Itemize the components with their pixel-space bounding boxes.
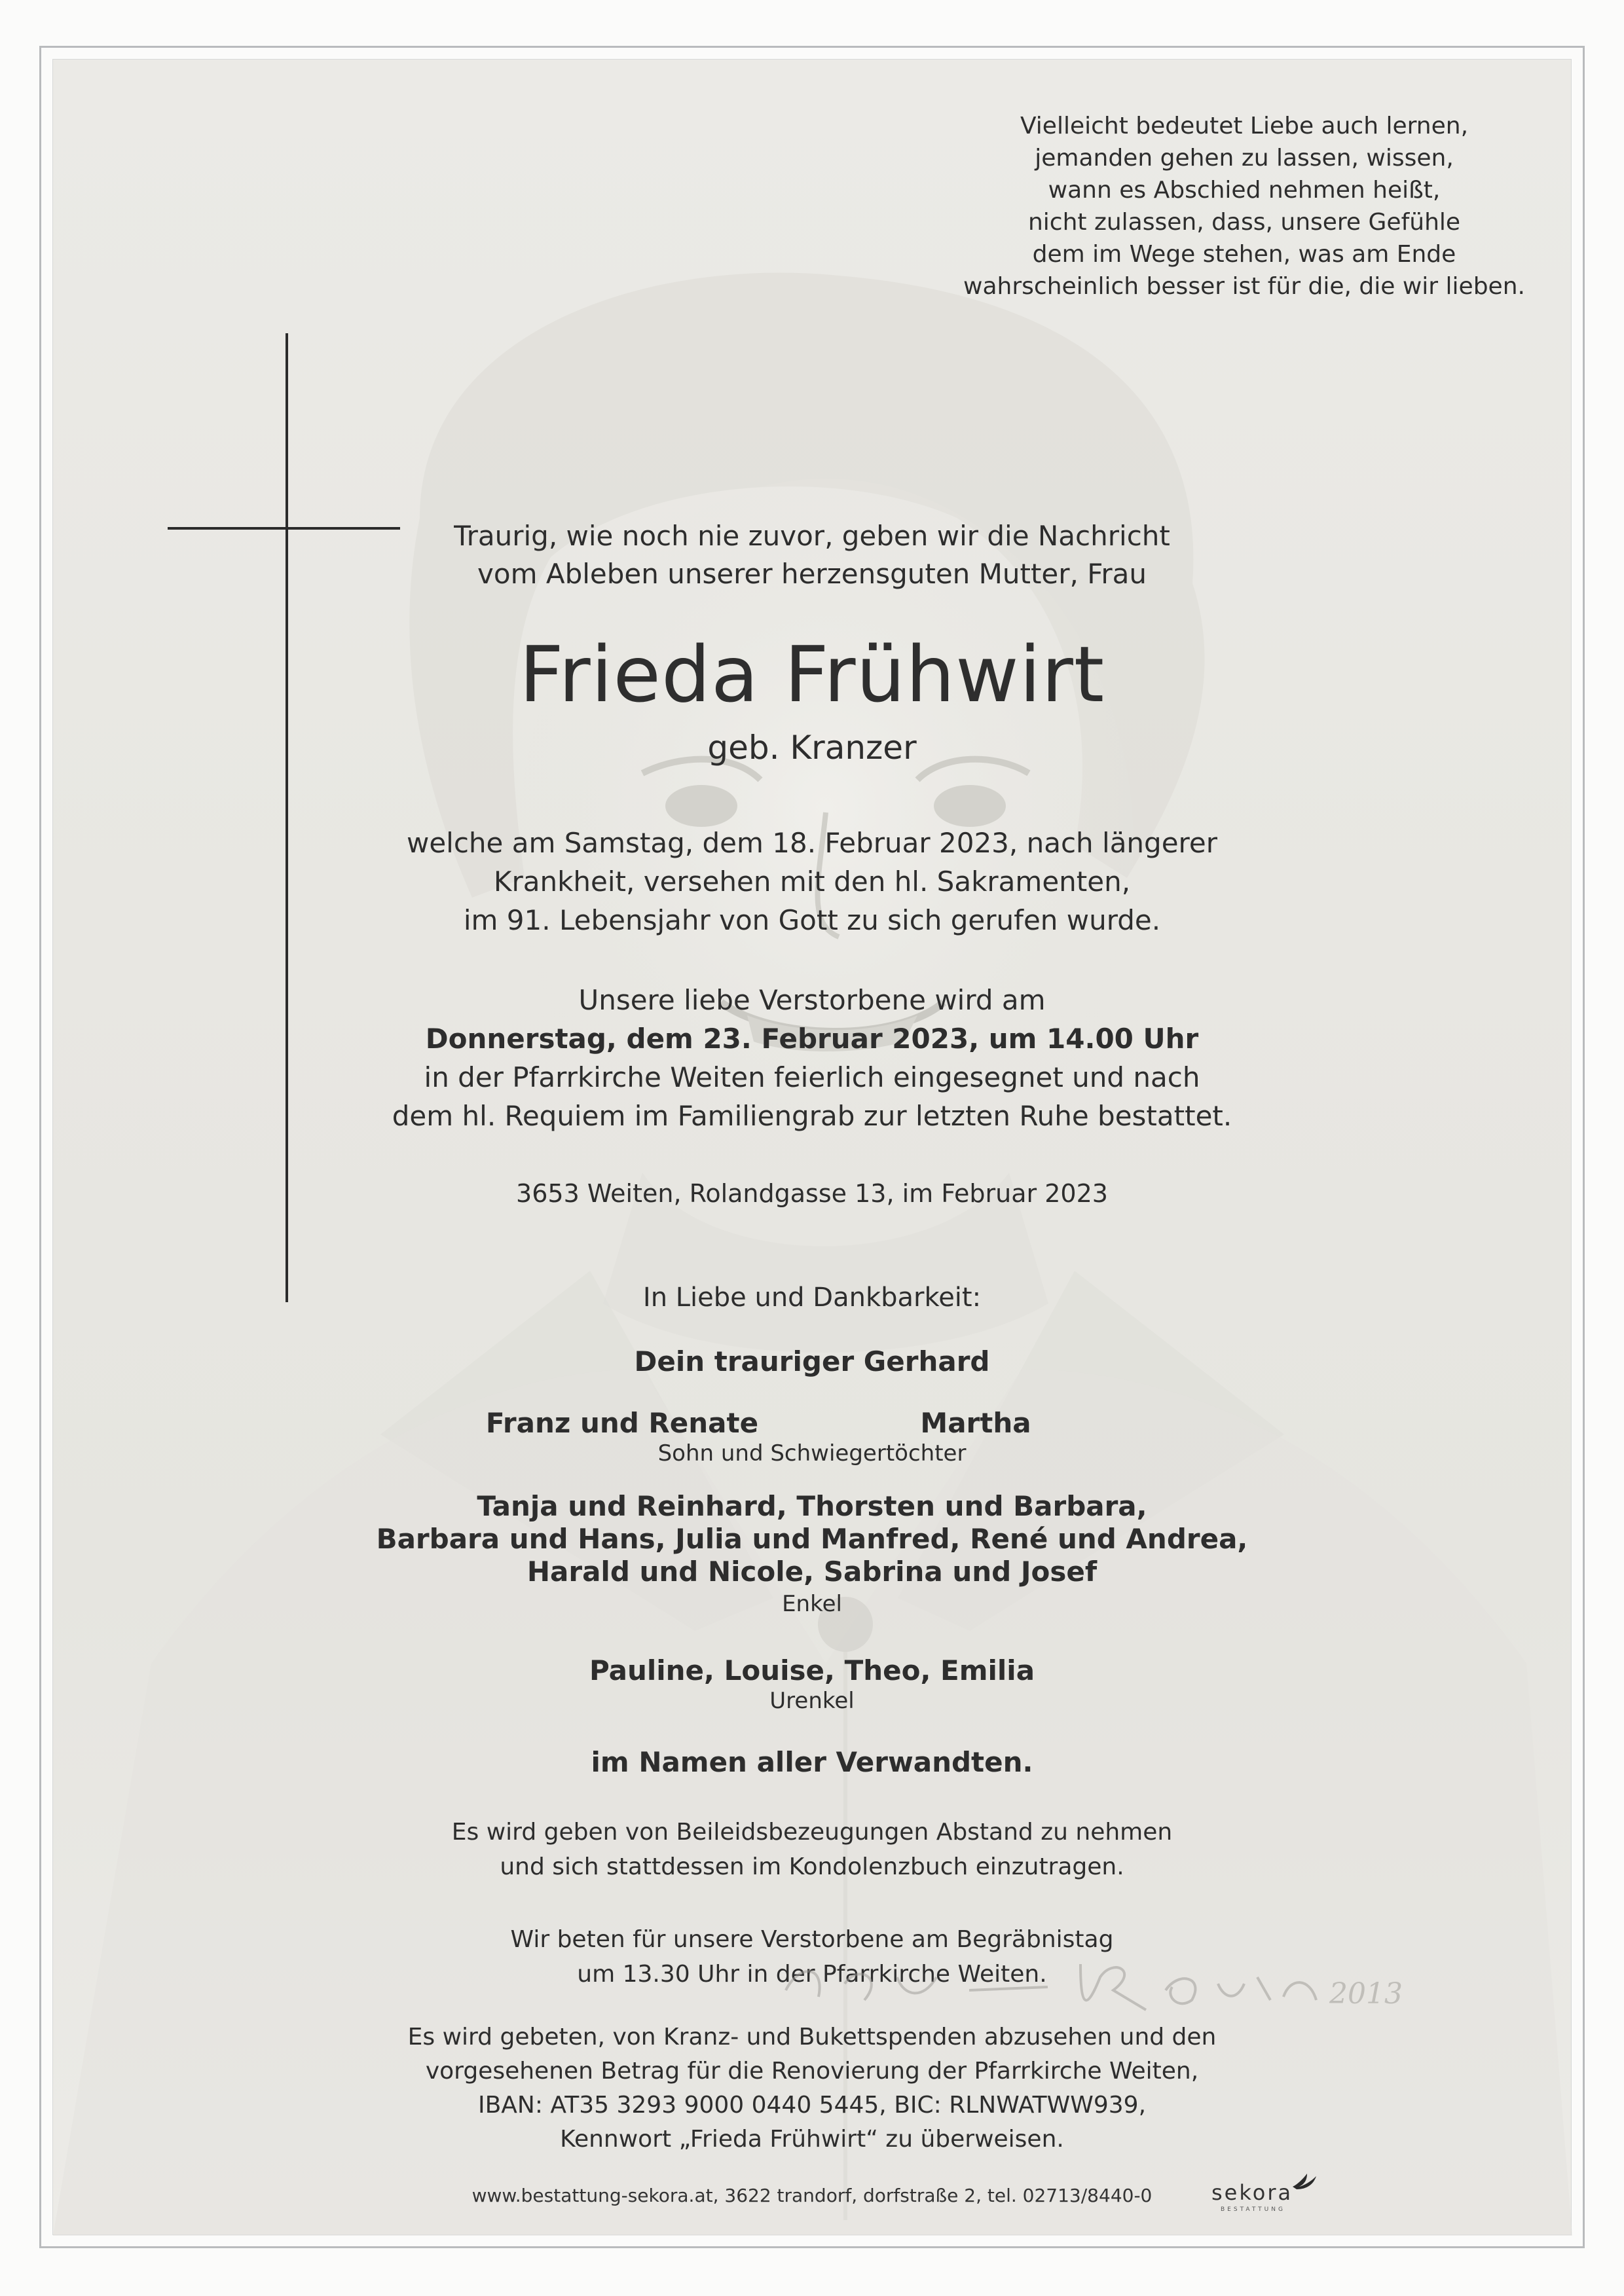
funeral-details <box>354 981 1270 1135</box>
relatives-line: im Namen aller Verwandten. <box>591 1746 1033 1778</box>
sekora-logo <box>1211 2172 1316 2218</box>
quote-line: nicht zulassen, dass, unsere Gefühle <box>1027 209 1461 236</box>
donation-note <box>288 2020 1336 2157</box>
obituary-card <box>52 59 1572 2235</box>
svg-text:2013: 2013 <box>1329 1977 1403 2011</box>
grandchildren-caption: Enkel <box>782 1591 842 1617</box>
quote-line: jemanden gehen zu lassen, wissen, <box>1035 145 1454 172</box>
funeral-line-4: dem hl. Requiem im Familiengrab zur letzten Ruhe bestattet. <box>392 1100 1232 1132</box>
great-grandchildren-caption: Urenkel <box>769 1688 855 1714</box>
funeral-home-footer: www.bestattung-sekora.at, 3622 trandorf, dorfstraße 2, tel. 02713/8440-0 <box>471 2185 1153 2206</box>
death-details <box>354 824 1270 939</box>
funeral-line-3: in der Pfarrkirche Weiten feierlich eingesegnet und nach <box>424 1061 1200 1093</box>
death-line-2: Krankheit, versehen mit den hl. Sakramenten, <box>493 866 1131 898</box>
logo-subtitle: BESTATTUNG <box>1221 2206 1285 2213</box>
intro-line-1: Traurig, wie noch nie zuvor, geben wir die Nachricht <box>454 520 1170 552</box>
announcement-intro <box>354 517 1270 593</box>
donation-line: Es wird gebeten, von Kranz- und Bukettspenden abzusehen und den <box>407 2024 1217 2050</box>
quote-line: Vielleicht bedeutet Liebe auch lernen, <box>1020 113 1469 139</box>
deceased-name: Frieda Frühwirt <box>519 629 1105 720</box>
maiden-name: geb. Kranzer <box>707 729 917 767</box>
opening-quote <box>950 110 1539 302</box>
artist-signature <box>773 1938 1403 2023</box>
cross-vertical-bar <box>286 333 288 1302</box>
death-line-3: im 91. Lebensjahr von Gott zu sich gerufen wurde. <box>463 904 1161 936</box>
intro-line-2: vom Ableben unserer herzensguten Mutter, Frau <box>477 558 1147 590</box>
grandchildren-line: Harald und Nicole, Sabrina und Josef <box>526 1556 1098 1588</box>
grandchildren-names <box>288 1490 1336 1588</box>
condolence-line: Es wird geben von Beileidsbezeugungen Abstand zu nehmen <box>451 1819 1173 1846</box>
prayer-line: um 13.30 Uhr in der Pfarrkirche Weiten. <box>577 1961 1047 1988</box>
donation-line: Kennwort „Frieda Frühwirt“ zu überweisen. <box>560 2126 1064 2153</box>
prayer-line: Wir beten für unsere Verstorbene am Begräbnistag <box>510 1926 1114 1953</box>
funeral-date: Donnerstag, dem 23. Februar 2023, um 14.00 Uhr <box>425 1023 1199 1055</box>
children-caption: Sohn und Schwiegertöchter <box>657 1440 967 1467</box>
donation-line: vorgesehenen Betrag für die Renovierung der Pfarrkirche Weiten, <box>425 2058 1199 2085</box>
death-line-1: welche am Samstag, dem 18. Februar 2023, nach längerer <box>406 827 1217 859</box>
quote-line: wahrscheinlich besser ist für die, die wir lieben. <box>963 273 1525 300</box>
donation-line: IBAN: AT35 3293 9000 0440 5445, BIC: RLNWATWW939, <box>477 2092 1147 2119</box>
grandchildren-line: Tanja und Reinhard, Thorsten und Barbara, <box>477 1490 1147 1522</box>
quote-line: dem im Wege stehen, was am Ende <box>1032 241 1456 268</box>
place-and-date: 3653 Weiten, Rolandgasse 13, im Februar 2023 <box>516 1179 1108 1208</box>
quote-line: wann es Abschied nehmen heißt, <box>1048 177 1441 204</box>
children-left: Franz und Renate <box>485 1407 759 1439</box>
logo-wordmark: sekora <box>1211 2180 1293 2205</box>
condolence-note <box>354 1815 1270 1884</box>
bird-icon <box>1291 2172 1318 2192</box>
grandchildren-line: Barbara und Hans, Julia und Manfred, René und Andrea, <box>376 1523 1248 1555</box>
mourners-intro: In Liebe und Dankbarkeit: <box>642 1283 982 1313</box>
children-right: Martha <box>920 1407 1031 1439</box>
great-grandchildren-names: Pauline, Louise, Theo, Emilia <box>589 1654 1035 1686</box>
condolence-line: und sich stattdessen im Kondolenzbuch einzutragen. <box>500 1853 1124 1880</box>
portrait-sketch <box>53 60 1572 2236</box>
funeral-line-1: Unsere liebe Verstorbene wird am <box>578 984 1046 1016</box>
husband-name: Dein trauriger Gerhard <box>634 1345 990 1377</box>
